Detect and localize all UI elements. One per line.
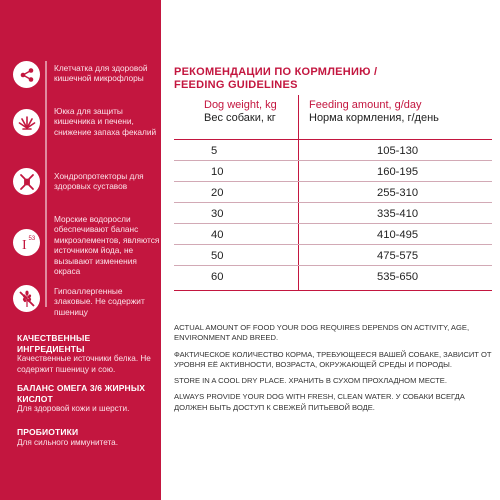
yucca-leaf-icon: [13, 109, 40, 136]
amount-cell: 160-195: [377, 166, 419, 178]
column-header-en: Dog weight, kg: [204, 99, 277, 111]
weight-cell: 60: [211, 271, 224, 283]
weight-cell: 10: [211, 166, 224, 178]
amount-cell: 410-495: [377, 229, 419, 241]
amount-cell: 255-310: [377, 187, 419, 199]
benefit-probiotics: [17, 427, 157, 448]
feature-text: Юкка для защиты кишечника и печени, снижение запаха фекалий: [54, 106, 157, 137]
iodine-element-icon: [13, 229, 40, 256]
weight-cell: 5: [211, 145, 218, 157]
header-divider: [174, 139, 492, 140]
weight-cell: 20: [211, 187, 224, 199]
iodine-number: 53: [28, 235, 35, 242]
row-divider: [174, 265, 492, 266]
table-row: [174, 141, 492, 160]
feature-text: Морские водоросли обеспечивают баланс микроэлементов, являются источником йода, не вызывают изменения окраса: [54, 214, 160, 277]
benefit-omega: [17, 383, 157, 415]
share-icon: [13, 61, 40, 88]
row-divider: [174, 223, 492, 224]
heading-ru: РЕКОМЕНДАЦИИ ПО КОРМЛЕНИЮ /: [174, 66, 378, 78]
note-paragraph: ACTUAL AMOUNT OF FOOD YOUR DOG REQUIRES DEPENDS ON ACTIVITY, AGE, ENVIRONMENT AND BREED.: [174, 323, 470, 343]
benefit-description: Для сильного иммунитета.: [17, 437, 118, 447]
note-paragraph: ФАКТИЧЕСКОЕ КОЛИЧЕСТВО КОРМА, ТРЕБУЮЩЕЕСЯ ВАШЕЙ СОБАКЕ, ЗАВИСИТ ОТ УРОВНЯ ЕЁ АКТИВНОСТИ, ВОЗРАСТА, ОКРУЖАЮЩЕЙ СРЕДЫ И ПОРОДЫ.: [174, 349, 492, 369]
column-header-en: Feeding amount, g/day: [309, 99, 422, 111]
joint-icon: [13, 168, 40, 195]
benefit-title: КАЧЕСТВЕННЫЕ ИНГРЕДИЕНТЫ: [17, 333, 91, 354]
row-divider: [174, 160, 492, 161]
feature-text: Клетчатка для здоровой кишечной микрофлоры: [54, 63, 148, 84]
feature-text: Гипоаллергенные злаковые. Не содержит пшеницу: [54, 286, 145, 317]
table-bottom-border: [174, 290, 492, 291]
amount-cell: 105-130: [377, 145, 419, 157]
column-header-weight: [204, 99, 277, 125]
benefit-quality-ingredients: [17, 333, 157, 375]
iodine-symbol: I: [21, 237, 27, 253]
table-row: [174, 225, 492, 244]
wheat-crossed-icon: [13, 285, 40, 312]
row-divider: [174, 181, 492, 182]
weight-cell: 30: [211, 208, 224, 220]
weight-cell: 40: [211, 229, 224, 241]
amount-cell: 335-410: [377, 208, 419, 220]
column-header-ru: Вес собаки, кг: [204, 112, 276, 124]
row-divider: [174, 202, 492, 203]
benefit-description: Качественные источники белка. Не содержит пшеницу и сою.: [17, 354, 151, 374]
sidebar: [0, 0, 161, 500]
benefit-description: Для здоровой кожи и шерсти.: [17, 404, 130, 413]
table-row: [174, 183, 492, 202]
table-row: [174, 162, 492, 181]
benefit-title: ПРОБИОТИКИ: [17, 427, 79, 437]
table-row: [174, 246, 492, 265]
row-divider: [174, 244, 492, 245]
heading-en: FEEDING GUIDELINES: [174, 78, 298, 91]
column-header-ru: Норма кормления, г/день: [309, 112, 439, 124]
note-paragraph: STORE IN A COOL DRY PLACE. ХРАНИТЬ В СУХОМ ПРОХЛАДНОМ МЕСТЕ.: [174, 376, 447, 386]
feeding-guidelines-panel: [161, 0, 500, 500]
feeding-notes: [174, 323, 499, 419]
column-header-amount: [309, 99, 439, 125]
page-title: [174, 66, 377, 91]
weight-cell: 50: [211, 250, 224, 262]
feature-text: Хондропротекторы для здоровых суставов: [54, 171, 144, 192]
amount-cell: 475-575: [377, 250, 419, 262]
table-row: [174, 204, 492, 223]
amount-cell: 535-650: [377, 271, 419, 283]
table-row: [174, 267, 492, 286]
note-paragraph: ALWAYS PROVIDE YOUR DOG WITH FRESH, CLEAN WATER. У СОБАКИ ВСЕГДА ДОЛЖЕН БЫТЬ ДОСТУП К СВЕЖЕЙ ПИТЬЕВОЙ ВОДЕ.: [174, 392, 465, 412]
benefit-title: БАЛАНС ОМЕГА 3/6 ЖИРНЫХ КИСЛОТ: [17, 383, 146, 404]
